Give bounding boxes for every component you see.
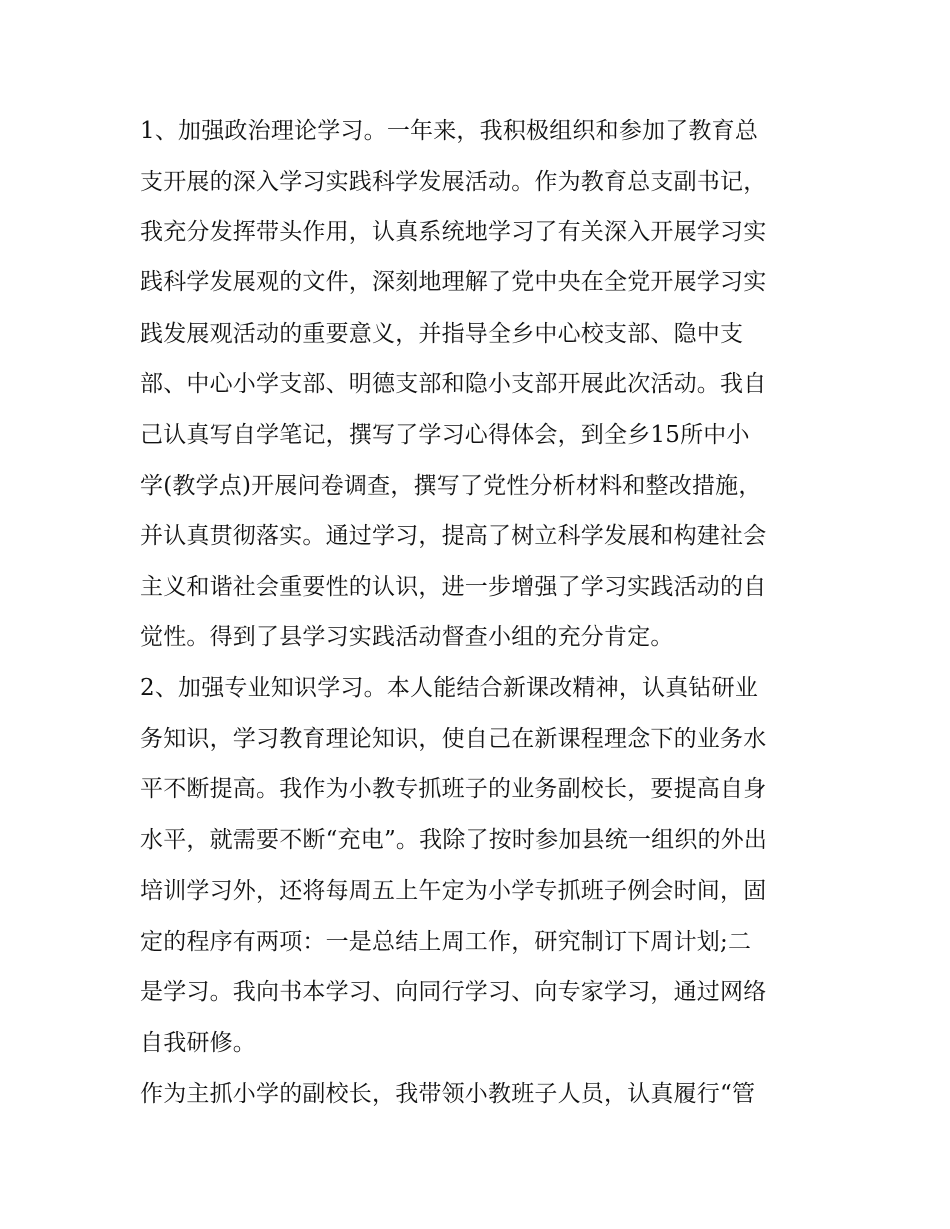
text-line: 支开展的深入学习实践科学发展活动。作为教育总支副书记， bbox=[140, 169, 767, 195]
text-line: 自我研修。 bbox=[140, 1030, 256, 1056]
text-line: 部、中心小学支部、明德支部和隐小支部开展此次活动。我自 bbox=[140, 371, 767, 397]
text-line: 并认真贯彻落实。通过学习，提高了树立科学发展和构建社会 bbox=[140, 523, 767, 549]
text-line: 是学习。我向书本学习、向同行学习、向专家学习，通过网络 bbox=[140, 979, 767, 1005]
text-line: 己认真写自学笔记，撰写了学习心得体会，到全乡15所中小 bbox=[140, 422, 750, 448]
text-line: 主义和谐社会重要性的认识，进一步增强了学习实践活动的自 bbox=[140, 574, 767, 600]
text-line: 平不断提高。我作为小教专抓班子的业务副校长，要提高自身 bbox=[140, 776, 767, 802]
text-line: 务知识，学习教育理论知识，使自己在新课程理念下的业务水 bbox=[140, 726, 767, 752]
text-line: 作为主抓小学的副校长，我带领小教班子人员，认真履行“管 bbox=[140, 1081, 756, 1107]
text-line: 培训学习外，还将每周五上午定为小学专抓班子例会时间，固 bbox=[140, 878, 767, 904]
text-line: 定的程序有两项：一是总结上周工作，研究制订下周计划;二 bbox=[140, 929, 752, 955]
text-line: 水平，就需要不断“充电”。我除了按时参加县统一组织的外出 bbox=[140, 827, 768, 853]
text-line: 我充分发挥带头作用，认真系统地学习了有关深入开展学习实 bbox=[140, 219, 767, 245]
text-line: 1、加强政治理论学习。一年来，我积极组织和参加了教育总 bbox=[140, 118, 759, 144]
text-line: 2、加强专业知识学习。本人能结合新课改精神，认真钻研业 bbox=[140, 675, 759, 701]
text-line: 践发展观活动的重要意义，并指导全乡中心校支部、隐中支 bbox=[140, 321, 744, 347]
text-line: 践科学发展观的文件，深刻地理解了党中央在全党开展学习实 bbox=[140, 269, 767, 295]
text-line: 学(教学点)开展问卷调查，撰写了党性分析材料和整改措施， bbox=[140, 473, 762, 499]
text-line: 觉性。得到了县学习实践活动督查小组的充分肯定。 bbox=[140, 624, 674, 650]
